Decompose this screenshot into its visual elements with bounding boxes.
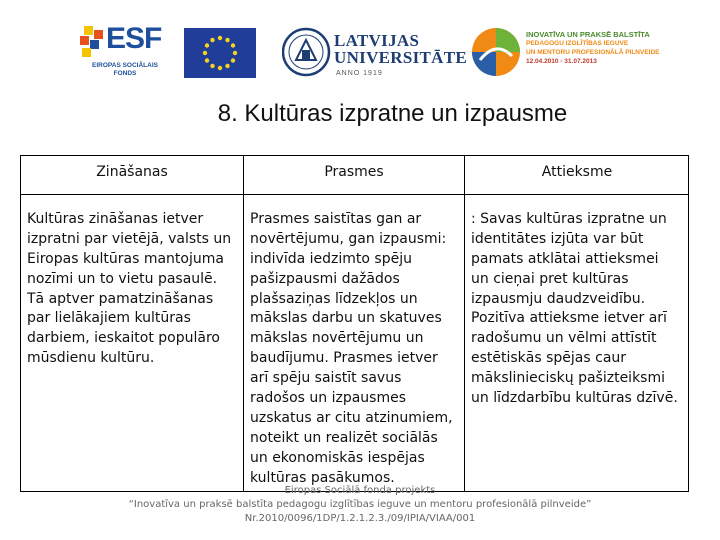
cell-line: radošos un izpausmes [250, 390, 407, 407]
header-divider [21, 194, 688, 195]
cell-line: baudījumu. Prasmes ietver [250, 350, 438, 367]
cell-line: radošumu un vēlmi attīstīt [471, 330, 657, 347]
cell-line: novērtējumu, gan izpausmi: [250, 230, 447, 247]
project-line1: INOVATĪVA UN PRAKSĒ BALSTĪTA [526, 30, 650, 39]
column-header-knowledge: Zināšanas [96, 164, 168, 180]
cell-line: pašizpausmi dažādos [250, 270, 400, 287]
cell-skills [250, 210, 453, 488]
column-divider [243, 156, 244, 491]
cell-line: mūsdienu kultūru. [27, 350, 155, 367]
cell-line: par lielākajiem kultūras [27, 310, 191, 327]
logo-strip [0, 18, 720, 88]
eu-flag-icon [184, 28, 256, 78]
esf-mark-icon [78, 26, 106, 58]
cell-line: : Savas kultūras izpratne un [471, 211, 667, 227]
university-name-line2: UNIVERSITĀTE [334, 48, 468, 67]
university-seal-icon [282, 24, 332, 84]
footer-line3: Nr.2010/0096/1DP/1.2.1.2.3./09/IPIA/VIAA/001 [244, 513, 476, 524]
cell-line: uzskatus ar citu atzinumiem, [250, 409, 453, 426]
cell-line: Tā aptver pamatzināšanas [27, 290, 214, 307]
university-year: ANNO 1919 [336, 70, 383, 77]
cell-line: mākslinieciskų pašizteiksmi [471, 370, 666, 387]
slide-title: 8. Kultūras izpratne un izpausme [217, 100, 568, 127]
cell-attitude [471, 210, 678, 409]
cell-line: Pozitīva attieksme ietver arī [471, 310, 667, 327]
footer-line2: “Inovatīva un praksē balstīta pedagogu izglītības ieguve un mentoru profesionālā pilnveide” [128, 499, 592, 510]
project-line3: UN MENTORU PROFESIONĀLĀ PILNVEIDE [526, 49, 660, 56]
column-divider [464, 156, 465, 491]
cell-line: indivīda iedzimto spēju [250, 250, 412, 267]
cell-line: kultūras pasākumos. [250, 469, 395, 486]
cell-line: un ekonomiskās iespējas [250, 449, 425, 466]
project-text [526, 30, 676, 66]
cell-line: identitātes izjūta var būt [471, 230, 644, 247]
project-logo [470, 24, 670, 86]
university-name [334, 32, 467, 66]
cell-line: Eiropas kultūras mantojuma [27, 250, 224, 267]
cell-line: un līdzdarbību kultūras dzīvē. [471, 390, 678, 407]
cell-line: nozīmi un to vietu pasaulē. [27, 270, 218, 287]
project-dates: 12.04.2010 - 31.07.2013 [526, 58, 597, 65]
column-header-attitude: Attieksme [541, 164, 613, 180]
cell-line: un cieņai pret kultūras [471, 270, 629, 287]
university-name-line1: LATVIJAS [334, 31, 420, 50]
project-emblem-icon [470, 26, 522, 78]
cell-line: mākslas novērtējumu un [250, 330, 424, 347]
university-logo [282, 24, 468, 86]
cell-line: estētiskās spējas caur [471, 350, 627, 367]
cell-line: Prasmes saistītas gan ar [250, 211, 422, 227]
cell-line: arī spēju saistīt savus [250, 370, 402, 387]
cell-line: izpausmju daudzveidību. [471, 290, 646, 307]
project-line2: PEDAGOGU IZGLĪTĪBAS IEGUVE [526, 40, 629, 47]
esf-subtitle: EIROPAS SOCIĀLAIS FONDS [92, 62, 158, 77]
cell-line: Kultūras zināšanas ietver [27, 211, 204, 227]
esf-letters: ESF [106, 22, 162, 55]
footer-line1: Eiropas Sociālā fonda projekts [284, 485, 436, 496]
cell-knowledge [27, 210, 231, 369]
column-header-skills: Prasmes [324, 164, 384, 180]
esf-logo [78, 22, 173, 82]
cell-line: izpratni par vietējā, valsts un [27, 230, 232, 247]
cell-line: mākslas darbu un skatuves [250, 310, 442, 327]
cell-line: plašsaziņas līdzekļos un [250, 290, 418, 307]
cell-line: pamats atklātai attieksmei [471, 250, 659, 267]
competence-table [20, 155, 689, 492]
cell-line: darbiem, ieskaitot populāro [27, 330, 220, 347]
cell-line: noteikt un realizēt sociālās [250, 429, 438, 446]
project-footer [0, 484, 720, 526]
